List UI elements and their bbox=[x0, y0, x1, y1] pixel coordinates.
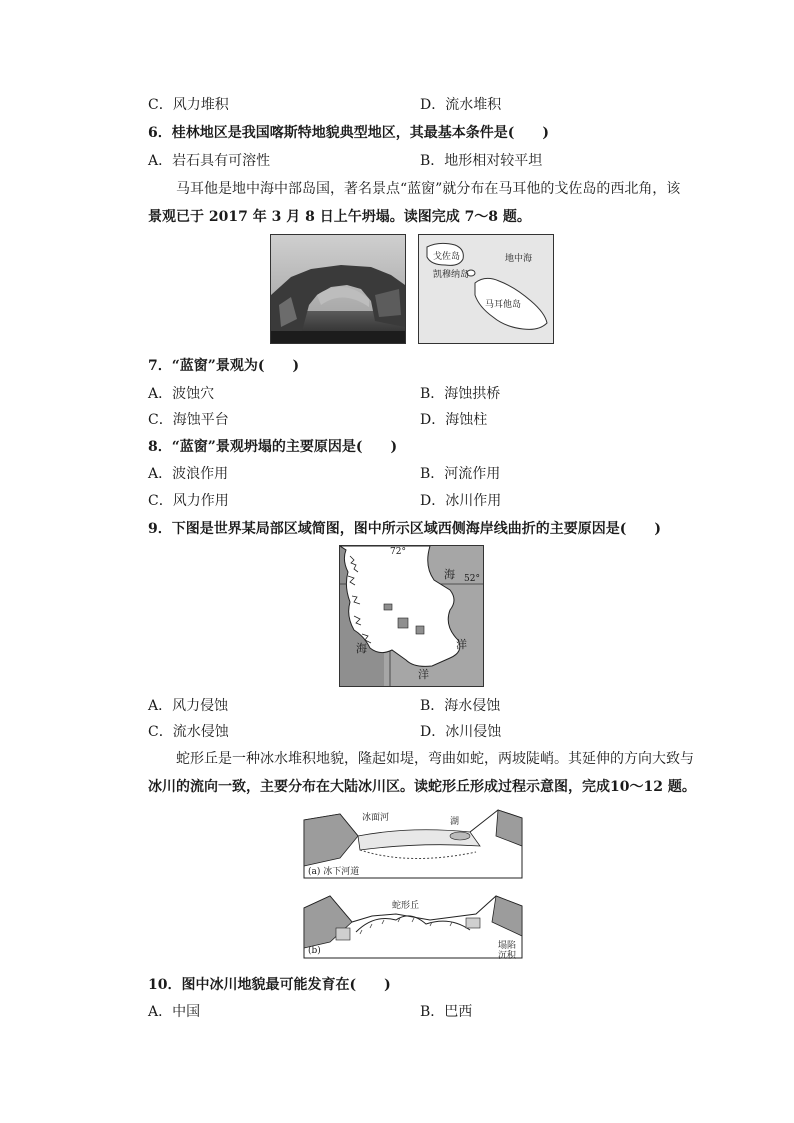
q6-option-b: B．地形相对较平坦 bbox=[420, 153, 543, 169]
east-sea-char-2: 洋 bbox=[456, 638, 467, 651]
esker-label: 蛇形丘 bbox=[392, 901, 420, 911]
passage-esker-line-1: 蛇形丘是一种冰水堆积地貌，隆起如堤，弯曲如蛇，两坡陡峭。其延伸的方向大致与 bbox=[176, 751, 694, 767]
q8-option-b: B．河流作用 bbox=[420, 466, 501, 482]
question-9: 9．下图是世界某局部区域简图，图中所示区域西侧海岸线曲折的主要原因是( ) bbox=[148, 521, 661, 537]
esker-figure-a bbox=[300, 806, 524, 882]
mediterranean-label: 地中海 bbox=[505, 254, 533, 264]
q8-option-d: D．冰川作用 bbox=[420, 493, 502, 509]
question-8: 8．“蓝窗”景观坍塌的主要原因是( ) bbox=[148, 439, 398, 455]
malta-map bbox=[418, 234, 554, 344]
gozo-label: 戈佐岛 bbox=[433, 252, 461, 262]
collapse-label: 塌陷 bbox=[498, 941, 517, 951]
blue-window-photo-drawing bbox=[271, 235, 405, 343]
longitude-label: 72° bbox=[390, 547, 406, 557]
q9-option-b: B．海水侵蚀 bbox=[420, 698, 501, 714]
region-map-drawing bbox=[340, 546, 483, 686]
esker-figure-b bbox=[300, 892, 524, 962]
q10-option-a: A．中国 bbox=[148, 1004, 201, 1020]
passage-malta-line-1: 马耳他是地中海中部岛国，著名景点“蓝窗”就分布在马耳他的戈佐岛的西北角，该 bbox=[176, 181, 681, 197]
q7-option-b: B．海蚀拱桥 bbox=[420, 386, 501, 402]
west-sea-char-2: 洋 bbox=[418, 668, 429, 681]
q9-option-c: C．流水侵蚀 bbox=[148, 724, 229, 740]
q8-option-c: C．风力作用 bbox=[148, 493, 229, 509]
q6-option-a: A．岩石具有可溶性 bbox=[148, 153, 271, 169]
q7-option-d: D．海蚀柱 bbox=[420, 412, 488, 428]
blue-window-photo bbox=[270, 234, 406, 344]
q9-option-a: A．风力侵蚀 bbox=[148, 698, 229, 714]
passage-esker-line-2: 冰川的流向一致，主要分布在大陆冰川区。读蛇形丘形成过程示意图，完成10～12 题。 bbox=[148, 779, 696, 795]
q5-option-c: C．风力堆积 bbox=[148, 97, 229, 113]
q9-option-d: D．冰川侵蚀 bbox=[420, 724, 502, 740]
west-sea-char-1: 海 bbox=[356, 642, 367, 655]
q7-option-c: C．海蚀平台 bbox=[148, 412, 229, 428]
comino-label: 凯穆纳岛 bbox=[433, 270, 470, 280]
lake-label: 湖 bbox=[450, 817, 460, 827]
q10-option-b: B．巴西 bbox=[420, 1004, 473, 1020]
q8-option-a: A．波浪作用 bbox=[148, 466, 229, 482]
figure-b-label: (b) bbox=[308, 946, 321, 956]
passage-malta-line-2: 景观已于 2017 年 3 月 8 日上午坍塌。读图完成 7～8 题。 bbox=[148, 209, 531, 225]
q5-option-d: D．流水堆积 bbox=[420, 97, 502, 113]
subglacial-channel-label: (a) 冰下河道 bbox=[308, 867, 360, 877]
question-7: 7．“蓝窗”景观为( ) bbox=[148, 358, 300, 374]
q7-option-a: A．波蚀穴 bbox=[148, 386, 215, 402]
deposit-label: 沉积 bbox=[498, 951, 517, 961]
ice-surface-river-label: 冰面河 bbox=[362, 813, 390, 823]
latitude-label: 52° bbox=[464, 574, 480, 584]
malta-island-label: 马耳他岛 bbox=[485, 300, 522, 310]
region-map bbox=[339, 545, 484, 687]
east-sea-char-1: 海 bbox=[444, 568, 455, 581]
question-6: 6．桂林地区是我国喀斯特地貌典型地区，其最基本条件是( ) bbox=[148, 125, 549, 141]
question-10: 10．图中冰川地貌最可能发育在( ) bbox=[148, 977, 391, 993]
